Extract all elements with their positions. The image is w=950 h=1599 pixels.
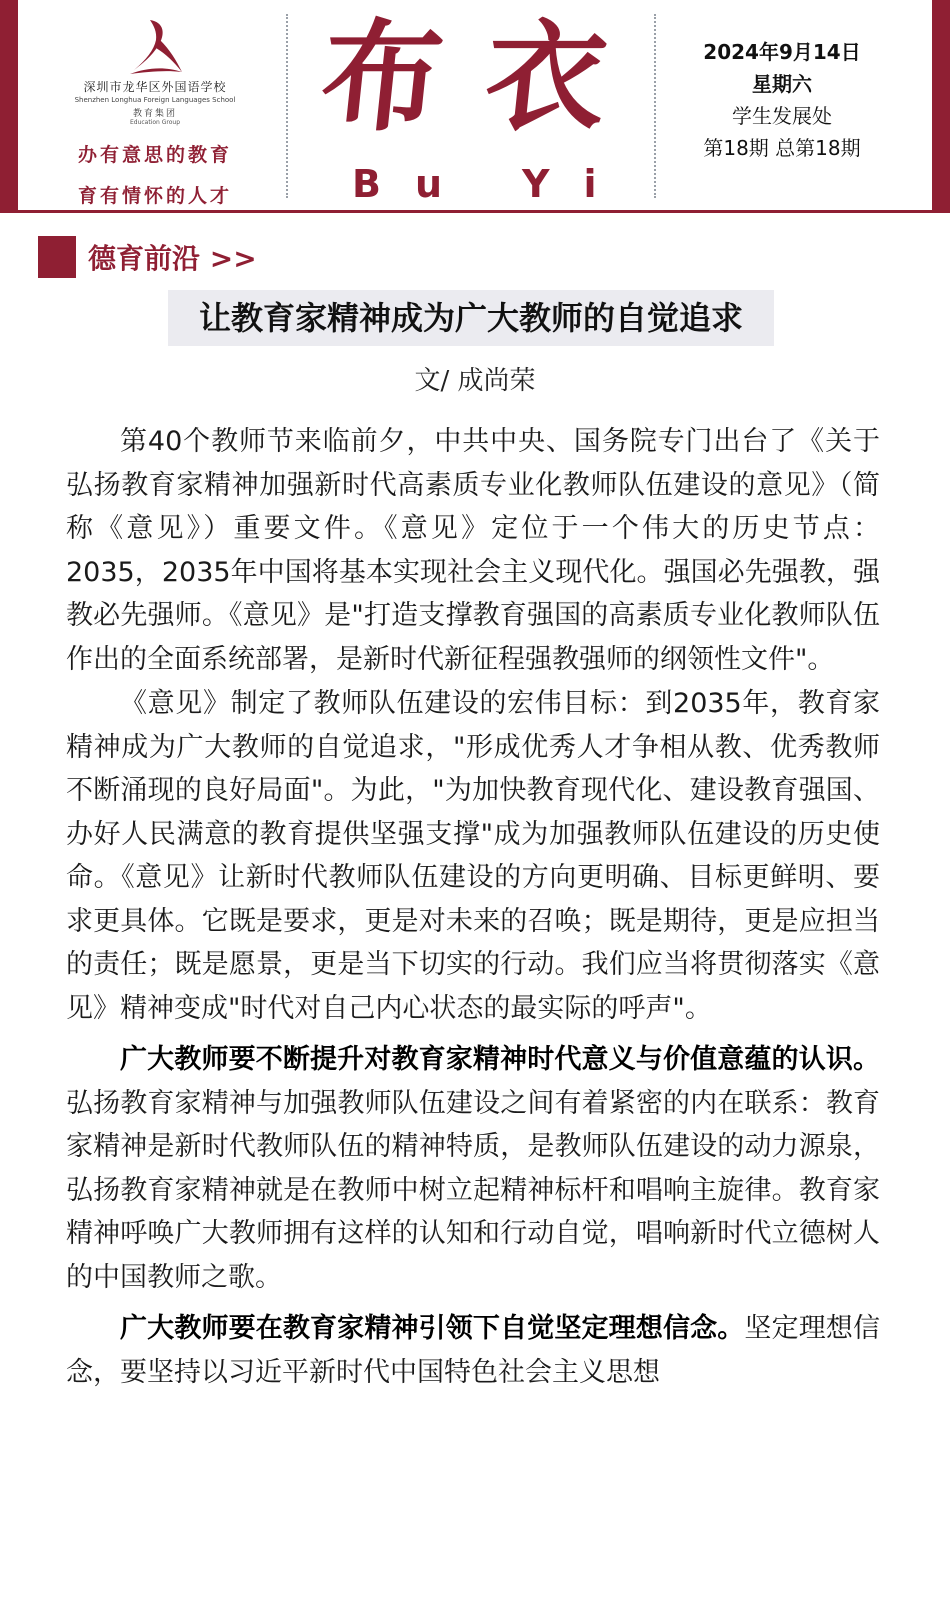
issue-info — [664, 36, 900, 164]
slogan-line-1: 办有意思的教育 — [77, 144, 232, 166]
masthead-char-bu: 布 — [314, 7, 450, 148]
issue-department: 学生发展处 — [732, 104, 832, 128]
header-divider-right — [654, 14, 656, 198]
group-name-cn: 教育集团 — [132, 109, 177, 119]
school-name-en: Shenzhen Longhua Foreign Languages School — [74, 96, 236, 104]
paragraph-text: 弘扬教育家精神与加强教师队伍建设之间有着紧密的内在联系：教育家精神是新时代教师队伍的精神特质，是教师队伍建设的动力源泉，弘扬教育家精神就是在教师中树立起精神标杆和唱响主旋律。教育家精神呼唤广大教师拥有这样的认知和行动自觉，唱响新时代立德树人的中国教师之歌。 — [66, 1087, 880, 1293]
header-rule — [0, 210, 950, 213]
article-body — [66, 420, 880, 1394]
section-square-icon — [38, 236, 76, 278]
paragraph-text: 坚定理想信念，要坚持以习近平新时代中国特色社会主义思想 — [66, 1313, 881, 1388]
school-logo-icon — [120, 16, 190, 76]
issue-weekday: 星期六 — [752, 72, 812, 96]
paragraph-lead: 广大教师要在教育家精神引领下自觉坚定理想信念。 — [120, 1313, 745, 1344]
issue-date: 2024年9月14日 — [703, 40, 861, 64]
section-tag — [38, 236, 257, 278]
article-paragraph: 第40个教师节来临前夕，中共中央、国务院专门出台了《关于弘扬教育家精神加强新时代高素质专业化教师队伍建设的意见》（简称《意见》）重要文件。《意见》定位于一个伟大的历史节点：2035，2035年中国将基本实现社会主义现代化。强国必先强教，强教必先强师。《意见》是"打造支撑教育强国的高素质专业化教师队伍作出的全面系统部署，是新时代新征程强教强师的纲领性文件"。 — [66, 426, 880, 675]
issue-number: 第18期 总第18期 — [703, 136, 861, 160]
article-paragraph: 《意见》制定了教师队伍建设的宏伟目标：到2035年，教育家精神成为广大教师的自觉追求，"形成优秀人才争相从教、优秀教师不断涌现的良好局面"。为此，"为加快教育现代化、建设教育强国、办好人民满意的教育提供坚强支撑"成为加强教师队伍建设的历史使命。《意见》让新时代教师队伍建设的方向更明确、目标更鲜明、要求更具体。它既是要求，更是对未来的召唤；既是期待，更是应担当的责任；既是愿景，更是当下切实的行动。我们应当将贯彻落实《意见》精神变成"时代对自己内心状态的最实际的呼声"。 — [66, 688, 880, 1024]
school-logo-block — [30, 16, 280, 208]
article-paragraph — [66, 1307, 880, 1394]
section-label: 德育前沿 >> — [88, 242, 257, 275]
article-paragraph — [66, 1038, 880, 1299]
header-left-bar — [0, 0, 18, 212]
header-divider-left — [286, 14, 288, 198]
school-name-cn: 深圳市龙华区外国语学校 — [83, 80, 227, 94]
article-title-band — [168, 290, 774, 346]
masthead-pinyin-yi: Yi — [522, 162, 631, 206]
header-right-bar — [932, 0, 950, 212]
masthead-pinyin-bu: Bu — [352, 162, 477, 206]
paragraph-lead: 广大教师要不断提升对教育家精神时代意义与价值意蕴的认识。 — [120, 1044, 880, 1075]
group-name-en: Education Group — [129, 119, 181, 126]
article-author: 文/ 成尚荣 — [414, 366, 536, 396]
masthead — [296, 7, 646, 206]
masthead-char-yi: 衣 — [478, 7, 614, 148]
article-title: 让教育家精神成为广大教师的自觉追求 — [198, 299, 743, 337]
slogan-line-2: 育有情怀的人才 — [77, 185, 232, 207]
